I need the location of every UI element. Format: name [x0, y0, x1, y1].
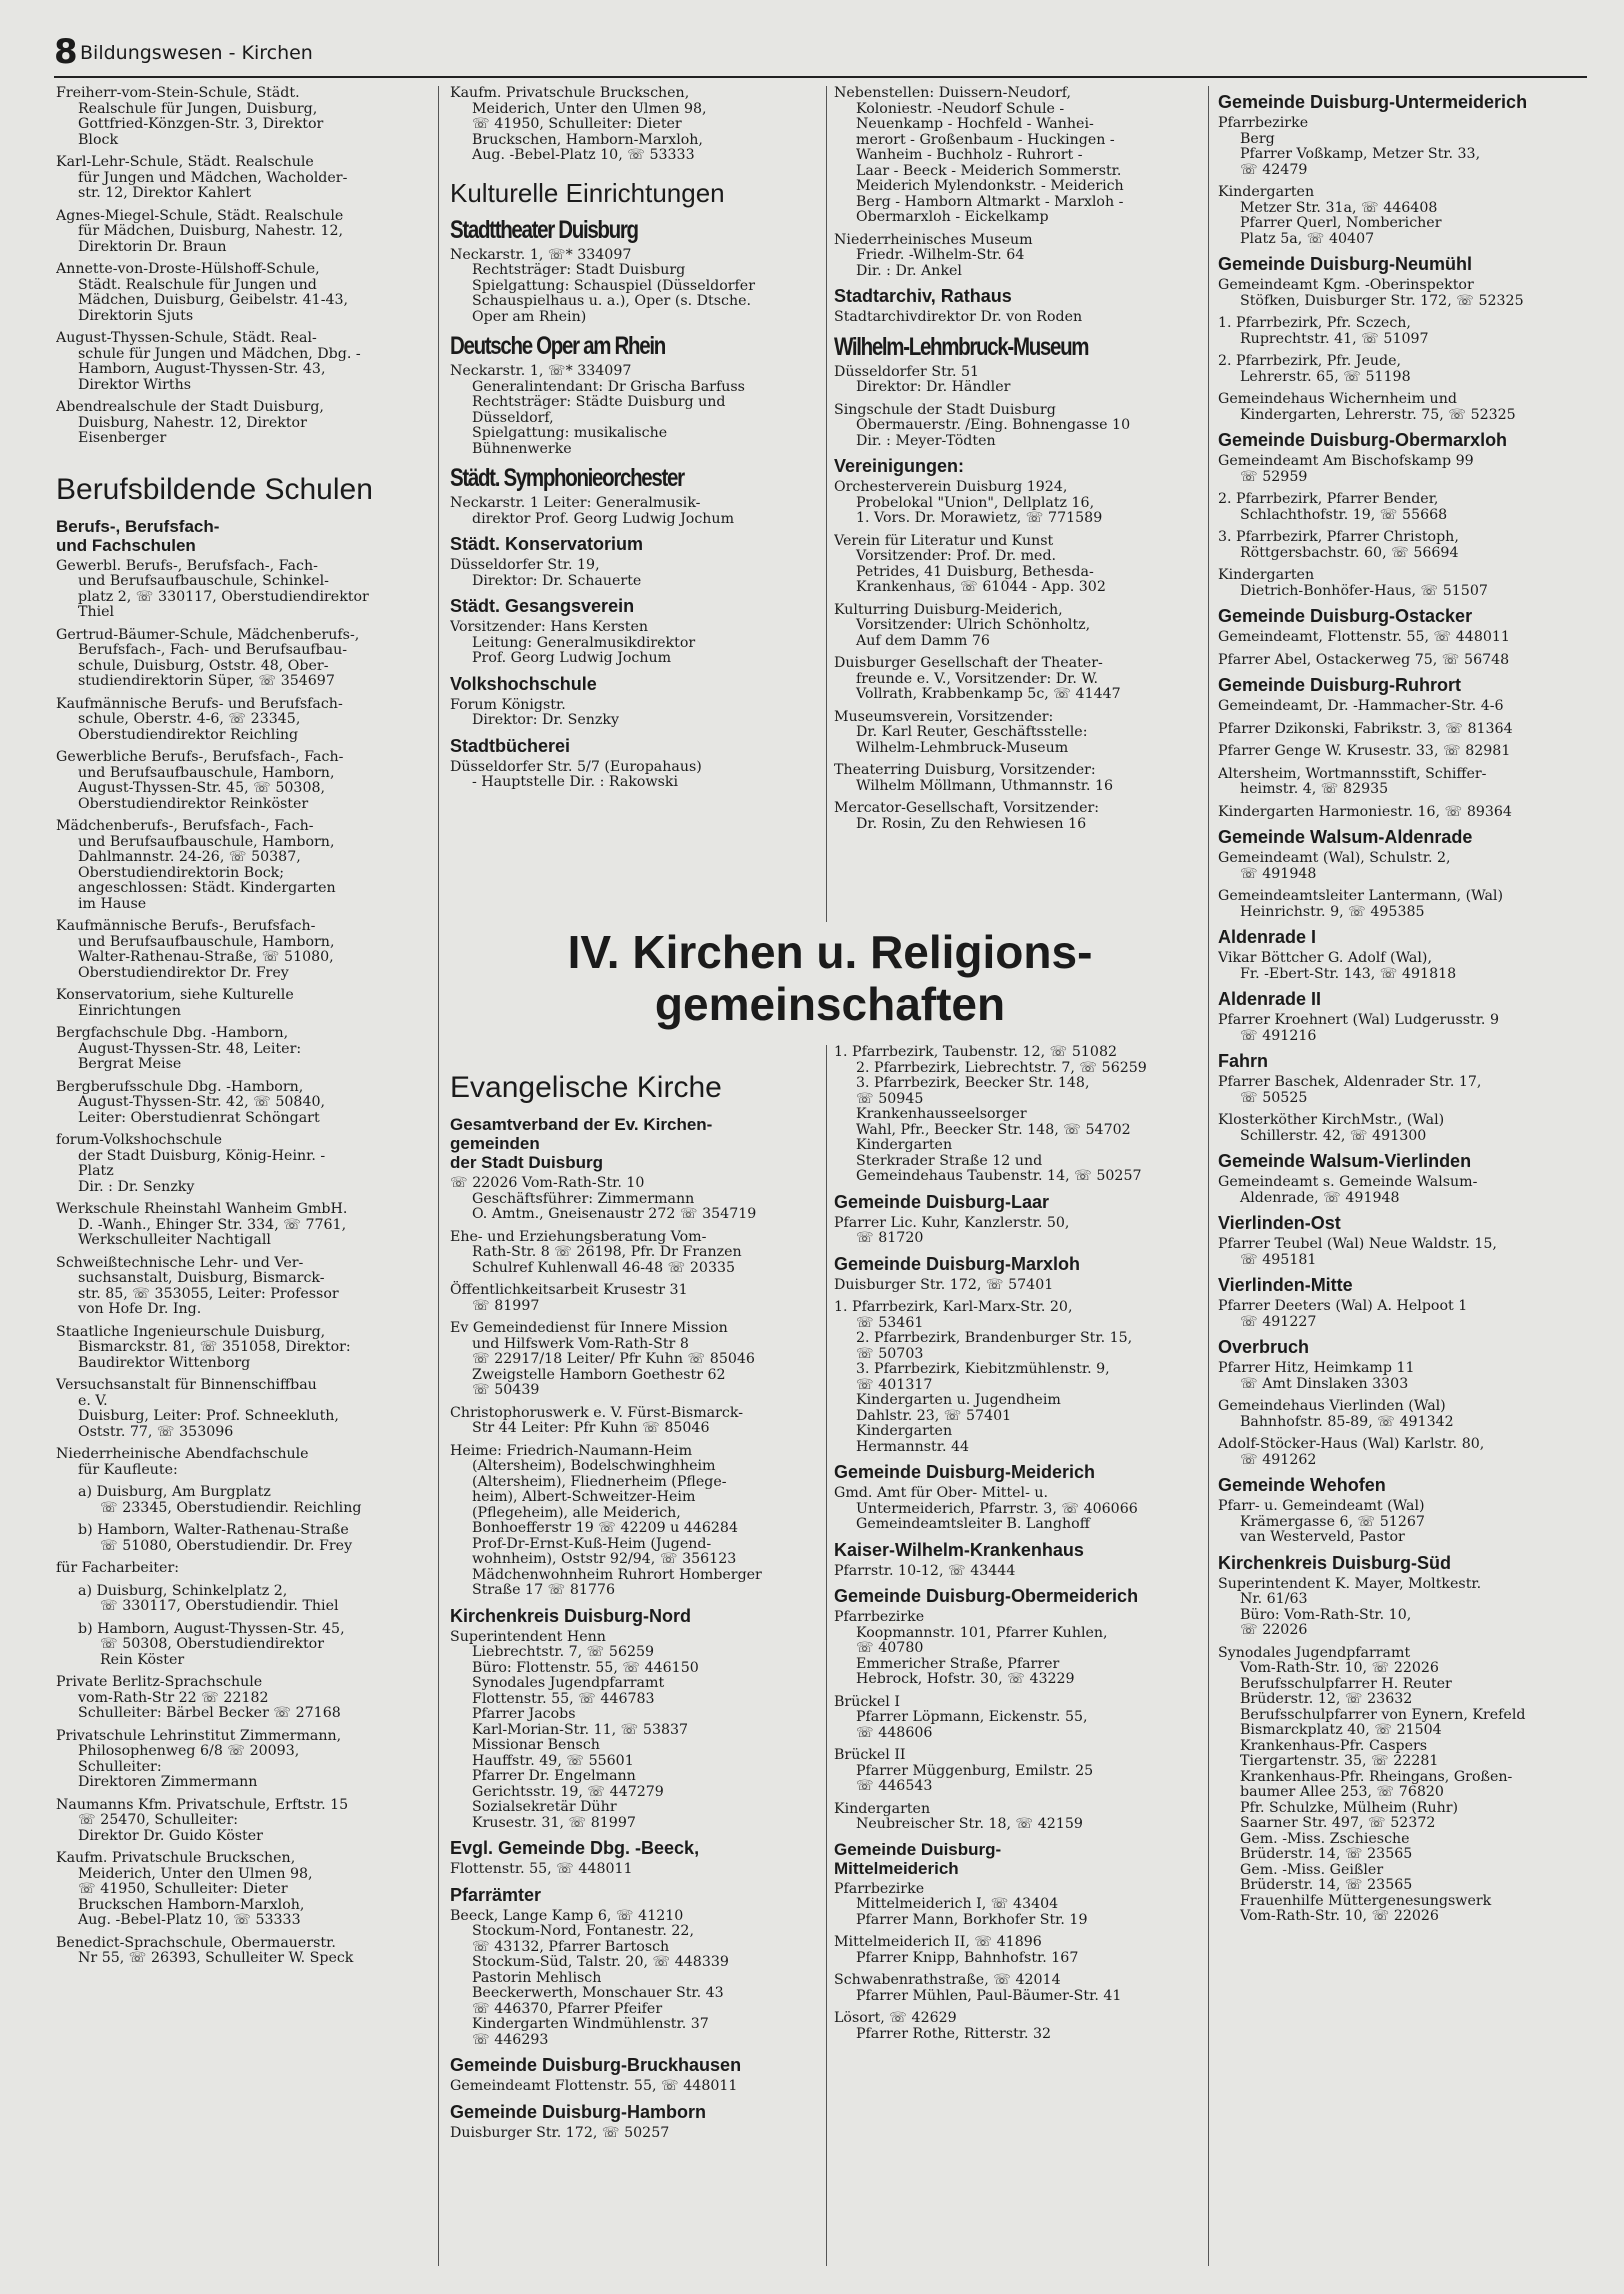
- directory-entry: Pfarrer Dzikonski, Fabrikstr. 3, ☏ 81364: [1218, 720, 1513, 737]
- directory-entry: Gewerbliche Berufs-, Berufsfach-, Fach- und Berufsaufbauschule, Hamborn, August-Thyssen-Str. 45, ☏ 50308, Oberstudiendirektor Reinköster: [56, 749, 344, 812]
- directory-entry: Düsseldorfer Str. 5/7 (Europahaus) - Hauptstelle Dir. : Rakowski: [450, 758, 702, 790]
- directory-entry: Kindergarten Metzer Str. 31a, ☏ 446408 Pfarrer Querl, Nombericher Platz 5a, ☏ 40407: [1218, 184, 1442, 247]
- directory-entry: Pfarrer Kroehnert (Wal) Ludgerusstr. 9 ☏ 491216: [1218, 1012, 1499, 1044]
- column-3-bottom: [834, 1045, 1204, 2266]
- directory-entry: Christophoruswerk e. V. Fürst-Bismarck- Str 44 Leiter: Pfr Kuhn ☏ 85046: [450, 1404, 743, 1436]
- directory-entry: Altersheim, Wortmannsstift, Schiffer- heimstr. 4, ☏ 82935: [1218, 765, 1487, 797]
- section-heading: Gemeinde Duisburg-Marxloh: [834, 1253, 1081, 1274]
- directory-entry: forum-Volkshochschule der Stadt Duisburg, König-Heinr. - Platz Dir. : Dr. Senzky: [56, 1132, 326, 1195]
- section-heading: Kirchenkreis Duisburg-Süd: [1218, 1552, 1452, 1573]
- directory-entry: Ehe- und Erziehungsberatung Vom- Rath-Str. 8 ☏ 26198, Pfr. Dr Franzen Schulref Kuhlenwall 46-48 ☏ 20335: [450, 1228, 742, 1276]
- directory-entry: Pfarrbezirke Berg Pfarrer Voßkamp, Metzer Str. 33, ☏ 42479: [1218, 115, 1481, 178]
- column-1: [56, 86, 424, 2266]
- directory-entry: Kindergarten Dietrich-Bonhöfer-Haus, ☏ 51507: [1218, 567, 1488, 599]
- directory-entry: Gemeindehaus Wichernheim und Kindergarten, Lehrerstr. 75, ☏ 52325: [1218, 391, 1516, 423]
- directory-entry: Pfarrbezirke Mittelmeiderich I, ☏ 43404 Pfarrer Mann, Borkhofer Str. 19: [834, 1880, 1088, 1928]
- directory-entry: Klosterköther KirchMstr., (Wal) Schillerstr. 42, ☏ 491300: [1218, 1112, 1445, 1144]
- column-3-top: [834, 86, 1204, 926]
- directory-entry: Ev Gemeindedienst für Innere Mission und Hilfswerk Vom-Rath-Str 8 ☏ 22917/18 Leiter/ Pfr Kuhn ☏ 85046 Zweigstelle Hamborn Goethestr 62 ☏ 50439: [450, 1320, 755, 1398]
- directory-entry: 1. Pfarrbezirk, Karl-Marx-Str. 20, ☏ 53461 2. Pfarrbezirk, Brandenburger Str. 15, ☏ 50703 3. Pfarrbezirk, Kiebitzmühlenstr. 9, ☏ 401317 Kindergarten u. Jugendheim Dahlstr. 23, ☏ 57401 Kindergarten Hermannstr. 44: [834, 1299, 1133, 1455]
- directory-entry: Gemeindeamt Flottenstr. 55, ☏ 448011: [450, 2078, 738, 2094]
- directory-entry: Bergfachschule Dbg. -Hamborn, August-Thyssen-Str. 48, Leiter: Bergrat Meise: [56, 1025, 302, 1072]
- directory-entry: August-Thyssen-Schule, Städt. Real- schule für Jungen und Mädchen, Dbg. - Hamborn, August-Thyssen-Str. 43, Direktor Wirths: [56, 330, 361, 393]
- institution-heading: Städt. Symphonieorchester: [450, 464, 684, 492]
- section-heading: Vierlinden-Ost: [1218, 1213, 1341, 1233]
- directory-entry: Gemeindeamt, Dr. -Hammacher-Str. 4-6: [1218, 698, 1504, 714]
- directory-entry: Neckarstr. 1 Leiter: Generalmusik- direktor Prof. Georg Ludwig Jochum: [450, 495, 735, 527]
- directory-entry: Gemeindeamt Kgm. -Oberinspektor Stöfken, Duisburger Str. 172, ☏ 52325: [1218, 277, 1524, 309]
- directory-entry: Gemeindeamt Am Bischofskamp 99 ☏ 52959: [1218, 453, 1474, 485]
- section-heading: Gemeinde Duisburg-Obermarxloh: [1218, 430, 1508, 450]
- section-heading: Aldenrade I: [1218, 927, 1317, 947]
- directory-entry: Vorsitzender: Hans Kersten Leitung: Generalmusikdirektor Prof. Georg Ludwig Jochum: [450, 619, 696, 666]
- directory-entry: Gmd. Amt für Ober- Mittel- u. Untermeiderich, Pfarrstr. 3, ☏ 406066 Gemeindeamtsleiter B. Langhoff: [834, 1485, 1138, 1532]
- section-heading: Volkshochschule: [450, 673, 597, 694]
- directory-entry: Mädchenberufs-, Berufsfach-, Fach- und Berufsaufbauschule, Hamborn, Dahlmannstr. 24-26, ☏ 50387, Oberstudiendirektorin Bock; angeschlossen: Städt. Kindergarten im Hause: [56, 818, 336, 912]
- directory-entry: Superintendent Henn Liebrechtstr. 7, ☏ 56259 Büro: Flottenstr. 55, ☏ 446150 Synodales Jugendpfarramt Flottenstr. 55, ☏ 446783 Pfarrer Jacobs Karl-Morian-Str. 11, ☏ 53837 Missionar Bensch Hauffstr. 49, ☏ 55601 Pfarrer Dr. Engelmann Gerichtsstr. 19, ☏ 447279 Sozialsekretär Dühr Krusestr. 31, ☏ 81997: [450, 1628, 699, 1831]
- section-heading: Kaiser-Wilhelm-Krankenhaus: [834, 1539, 1084, 1560]
- section-heading: Pfarrämter: [450, 1884, 542, 1905]
- section-heading: Gemeinde Wehofen: [1218, 1475, 1386, 1495]
- directory-subentry: a) Duisburg, Schinkelplatz 2, ☏ 330117, Oberstudiendir. Thiel: [78, 1582, 339, 1614]
- column-divider: [826, 86, 827, 922]
- major-heading: Berufsbildende Schulen: [56, 472, 373, 506]
- section-heading: Vereinigungen:: [834, 456, 965, 476]
- section-heading: Gemeinde Duisburg-Hamborn: [450, 2101, 707, 2122]
- directory-entry: Öffentlichkeitsarbeit Krusestr 31 ☏ 81997: [450, 1282, 688, 1314]
- directory-entry: Mercator-Gesellschaft, Vorsitzender: Dr. Rosin, Zu den Rehwiesen 16: [834, 800, 1100, 832]
- directory-entry: Versuchsanstalt für Binnenschiffbau e. V. Duisburg, Leiter: Prof. Schneekluth, Oststr. 77, ☏ 353096: [56, 1377, 339, 1440]
- section-heading: Gemeinde Duisburg-Ruhrort: [1218, 675, 1462, 695]
- column-divider: [1208, 86, 1209, 2266]
- column-2-top: [450, 86, 816, 926]
- section-heading: Gemeinde Duisburg-Untermeiderich: [1218, 92, 1528, 112]
- section-heading: Aldenrade II: [1218, 989, 1322, 1009]
- directory-entry: Pfarrer Lic. Kuhr, Kanzlerstr. 50, ☏ 81720: [834, 1214, 1070, 1246]
- directory-entry: Vikar Böttcher G. Adolf (Wal), Fr. -Ebert-Str. 143, ☏ 491818: [1218, 950, 1457, 982]
- directory-entry: Pfarrer Teubel (Wal) Neue Waldstr. 15, ☏ 495181: [1218, 1236, 1497, 1268]
- directory-entry: Pfarrer Abel, Ostackerweg 75, ☏ 56748: [1218, 651, 1510, 668]
- directory-entry: Pfarrer Hitz, Heimkamp 11 ☏ Amt Dinslaken 3303: [1218, 1360, 1415, 1392]
- page-number: 8: [54, 32, 78, 72]
- directory-entry: Verein für Literatur und Kunst Vorsitzender: Prof. Dr. med. Petrides, 41 Duisburg, Bethesda- Krankenhaus, ☏ 61044 - App. 302: [834, 532, 1106, 595]
- section-heading: Overbruch: [1218, 1337, 1310, 1357]
- directory-entry: Pfarrer Deeters (Wal) A. Helpoot 1 ☏ 491227: [1218, 1298, 1468, 1330]
- directory-subentry: a) Duisburg, Am Burgplatz ☏ 23345, Oberstudiendir. Reichling: [78, 1484, 362, 1516]
- running-title: Bildungswesen - Kirchen: [80, 42, 313, 64]
- directory-entry: Brückel II Pfarrer Müggenburg, Emilstr. 25 ☏ 446543: [834, 1747, 1094, 1794]
- section-heading: Stadtarchiv, Rathaus: [834, 286, 1012, 306]
- directory-entry: Freiherr-vom-Stein-Schule, Städt. Realschule für Jungen, Duisburg, Gottfried-Könzgen-Str. 3, Direktor Block: [56, 86, 324, 148]
- institution-heading: Stadttheater Duisburg: [450, 215, 638, 244]
- institution-heading: Deutsche Oper am Rhein: [450, 332, 665, 360]
- directory-entry: Agnes-Miegel-Schule, Städt. Realschule für Mädchen, Duisburg, Nahestr. 12, Direktorin Dr. Braun: [56, 207, 344, 255]
- directory-entry: Neckarstr. 1, ☏* 334097 Rechtsträger: Stadt Duisburg Spielgattung: Schauspiel (Düsseldorfer Schauspielhaus u. a.), Oper (s. Dtsche. Oper am Rhein): [450, 246, 755, 325]
- directory-entry: Neckarstr. 1, ☏* 334097 Generalintendant: Dr Grischa Barfuss Rechtsträger: Städte Duisburg und Düsseldorf, Spielgattung: musikalische Bühnenwerke: [450, 363, 745, 457]
- directory-entry: Abendrealschule der Stadt Duisburg, Duisburg, Nahestr. 12, Direktor Eisenberger: [56, 399, 324, 446]
- directory-entry: Naumanns Kfm. Privatschule, Erftstr. 15 ☏ 25470, Schulleiter: Direktor Dr. Guido Köster: [56, 1796, 349, 1844]
- directory-entry: Flottenstr. 55, ☏ 448011: [450, 1861, 633, 1877]
- directory-entry: Staatliche Ingenieurschule Duisburg, Bismarckstr. 81, ☏ 351058, Direktor: Baudirektor Wittenborg: [56, 1323, 351, 1371]
- major-heading: Kulturelle Einrichtungen: [450, 177, 725, 208]
- directory-entry: Museumsverein, Vorsitzender: Dr. Karl Reuter, Geschäftsstelle: Wilhelm-Lehmbruck-Museum: [834, 708, 1088, 756]
- section-heading: Evgl. Gemeinde Dbg. -Beeck,: [450, 1838, 700, 1858]
- directory-entry: Annette-von-Droste-Hülshoff-Schule, Städt. Realschule für Jungen und Mädchen, Duisburg, Geibelstr. 41-43, Direktorin Sjuts: [56, 261, 349, 324]
- directory-entry: Kindergarten Neubreischer Str. 18, ☏ 42159: [834, 1800, 1083, 1832]
- header-rule: [54, 76, 1587, 78]
- directory-entry: Adolf-Stöcker-Haus (Wal) Karlstr. 80, ☏ 491262: [1218, 1436, 1485, 1468]
- chapter-heading: IV. Kirchen u. Religions- gemeinschaften: [567, 926, 1093, 1030]
- directory-entry: Karl-Lehr-Schule, Städt. Realschule für Jungen und Mädchen, Wacholder- str. 12, Direktor Kahlert: [56, 154, 348, 201]
- column-4: [1218, 86, 1590, 2266]
- section-heading: Gemeinde Duisburg-Obermeiderich: [834, 1586, 1139, 1606]
- major-heading: Evangelische Kirche: [450, 1071, 722, 1104]
- directory-entry: Konservatorium, siehe Kulturelle Einrichtungen: [56, 987, 294, 1019]
- directory-entry: Privatschule Lehrinstitut Zimmermann, Philosophenweg 6/8 ☏ 20093, Schulleiter: Direktoren Zimmermann: [56, 1727, 342, 1790]
- section-heading: Gesamtverband der Ev. Kirchen- gemeinden der Stadt Duisburg: [450, 1115, 713, 1172]
- directory-entry: Synodales Jugendpfarramt Vom-Rath-Str. 10, ☏ 22026 Berufsschulpfarrer H. Reuter Brüderstr. 12, ☏ 23632 Berufsschulpfarrer von Eynern, Krefeld Bismarckplatz 40, ☏ 21504 Krankenhaus-Pfr. Caspers Tiergartenstr. 35, ☏ 22281 Krankenhaus-Pfr. Rheingans, Großen- baumer Allee 253, ☏ 76820 Pfr. Schulzke, Mülheim (Ruhr) Saarner Str. 497, ☏ 52372 Gem. -Miss. Zschiesche Brüderstr. 14, ☏ 23565 Gem. -Miss. Geißler Brüderstr. 14, ☏ 23565 Frauenhilfe Müttergenesungswerk Vom-Rath-Str. 10, ☏ 22026: [1218, 1644, 1526, 1924]
- directory-entry: Mittelmeiderich II, ☏ 41896 Pfarrer Knipp, Bahnhofstr. 167: [834, 1934, 1079, 1966]
- section-heading: Gemeinde Duisburg- Mittelmeiderich: [834, 1839, 1002, 1878]
- directory-entry: Gemeindehaus Vierlinden (Wal) Bahnhofstr. 85-89, ☏ 491342: [1218, 1398, 1454, 1430]
- directory-entry: Bergberufsschule Dbg. -Hamborn, August-Thyssen-Str. 42, ☏ 50840, Leiter: Oberstudienrat Schöngart: [56, 1078, 326, 1126]
- directory-entry: Superintendent K. Mayer, Moltkestr. Nr. 61/63 Büro: Vom-Rath-Str. 10, ☏ 22026: [1218, 1575, 1482, 1638]
- directory-entry: Gewerbl. Berufs-, Berufsfach-, Fach- und Berufsaufbauschule, Schinkel- platz 2, ☏ 330117, Oberstudiendirektor Thiel: [56, 557, 369, 620]
- directory-entry: Pfarrstr. 10-12, ☏ 43444: [834, 1562, 1016, 1579]
- directory-entry: Kulturring Duisburg-Meiderich, Vorsitzender: Ulrich Schönholtz, Auf dem Damm 76: [834, 601, 1091, 649]
- directory-entry: ☏ 22026 Vom-Rath-Str. 10 Geschäftsführer: Zimmermann O. Amtm., Gneisenaustr 272 ☏ 354719: [450, 1175, 757, 1222]
- directory-entry: Brückel I Pfarrer Löpmann, Eickenstr. 55, ☏ 448606: [834, 1693, 1088, 1741]
- directory-entry: Werkschule Rheinstahl Wanheim GmbH. D. -Wanh., Ehinger Str. 334, ☏ 7761, Werkschulleiter Nachtigall: [56, 1201, 348, 1248]
- directory-entry: für Facharbeiter:: [56, 1560, 180, 1576]
- directory-entry: Pfarrer Genge W. Krusestr. 33, ☏ 82981: [1218, 743, 1511, 759]
- directory-entry: Kaufm. Privatschule Bruckschen, Meiderich, Unter den Ulmen 98, ☏ 41950, Schulleiter: Dieter Bruckschen, Hamborn-Marxloh, Aug. -Bebel-Platz 10, ☏ 53333: [450, 86, 707, 163]
- directory-entry: Gemeindeamtsleiter Lantermann, (Wal) Heinrichstr. 9, ☏ 495385: [1218, 888, 1504, 920]
- directory-entry: Pfarr- u. Gemeindeamt (Wal) Krämergasse 6, ☏ 51267 van Westerveld, Pastor: [1218, 1498, 1425, 1545]
- directory-entry: Duisburger Gesellschaft der Theater- freunde e. V., Vorsitzender: Dr. W. Vollrath, Krabbenkamp 5c, ☏ 41447: [834, 655, 1121, 702]
- section-heading: Gemeinde Duisburg-Ostacker: [1218, 606, 1473, 626]
- directory-entry: Forum Königstr. Direktor: Dr. Senzky: [450, 696, 619, 728]
- directory-entry: Pfarrer Baschek, Aldenrader Str. 17, ☏ 50525: [1218, 1074, 1482, 1106]
- directory-entry: Kaufm. Privatschule Bruckschen, Meiderich, Unter den Ulmen 98, ☏ 41950, Schulleiter: Dieter Bruckschen Hamborn-Marxloh, Aug. -Bebel-Platz 10, ☏ 53333: [56, 1850, 313, 1928]
- directory-entry: Gemeindeamt (Wal), Schulstr. 2, ☏ 491948: [1218, 850, 1451, 882]
- directory-entry: Singschule der Stadt Duisburg Obermauerstr. /Eing. Bohnengasse 10 Dir. : Meyer-Tödten: [834, 401, 1131, 449]
- section-heading: Kirchenkreis Duisburg-Nord: [450, 1605, 692, 1626]
- directory-entry: Gemeindeamt, Flottenstr. 55, ☏ 448011: [1218, 629, 1510, 645]
- directory-entry: 2. Pfarrbezirk, Pfarrer Bender, Schlachthofstr. 19, ☏ 55668: [1218, 491, 1448, 523]
- directory-entry: Kindergarten Harmoniestr. 16, ☏ 89364: [1218, 803, 1512, 820]
- column-2-bottom: [450, 1045, 816, 2266]
- directory-entry: Düsseldorfer Str. 51 Direktor: Dr. Händler: [834, 363, 1011, 395]
- directory-entry: Private Berlitz-Sprachschule vom-Rath-Str 22 ☏ 22182 Schulleiter: Bärbel Becker ☏ 27168: [56, 1674, 341, 1721]
- directory-entry: Heime: Friedrich-Naumann-Heim (Altersheim), Bodelschwinghheim (Altersheim), Fliednerheim (Pflege- heim), Albert-Schweitzer-Heim (Pflegeheim), alle Meiderich, Bonhoefferstr 19 ☏ 42209 u 446284 Prof-Dr-Ernst-Kuß-Heim (Jugend- wohnheim), Oststr 92/94, ☏ 356123 Mädchenwohnheim Ruhrort Homberger Straße 17 ☏ 81776: [450, 1442, 762, 1598]
- directory-entry: 3. Pfarrbezirk, Pfarrer Christoph, Röttgersbachstr. 60, ☏ 56694: [1218, 529, 1459, 561]
- directory-entry: Stadtarchivdirektor Dr. von Roden: [834, 309, 1083, 325]
- directory-entry: 1. Pfarrbezirk, Pfr. Sczech, Ruprechtstr. 41, ☏ 51097: [1218, 315, 1429, 347]
- directory-entry: Lösort, ☏ 42629 Pfarrer Rothe, Ritterstr. 32: [834, 2010, 1052, 2042]
- section-heading: Gemeinde Duisburg-Neumühl: [1218, 254, 1473, 274]
- section-heading: Städt. Konservatorium: [450, 534, 644, 554]
- column-divider: [438, 86, 439, 2266]
- directory-entry: Beeck, Lange Kamp 6, ☏ 41210 Stockum-Nord, Fontanestr. 22, ☏ 43132, Pfarrer Bartosch Stockum-Süd, Talstr. 20, ☏ 448339 Pastorin Mehlisch Beeckerwerth, Monschauer Str. 43 ☏ 446370, Pfarrer Pfeifer Kindergarten Windmühlenstr. 37 ☏ 446293: [450, 1907, 729, 2048]
- section-heading: Vierlinden-Mitte: [1218, 1275, 1353, 1295]
- section-heading: Städt. Gesangsverein: [450, 596, 635, 616]
- directory-entry: Niederrheinische Abendfachschule für Kaufleute:: [56, 1446, 309, 1478]
- directory-subentry: b) Hamborn, Walter-Rathenau-Straße ☏ 51080, Oberstudiendir. Dr. Frey: [78, 1522, 353, 1554]
- directory-entry: Kaufmännische Berufs- und Berufsfach- schule, Oberstr. 4-6, ☏ 23345, Oberstudiendirektor Reichling: [56, 695, 343, 743]
- section-heading: Stadtbücherei: [450, 735, 571, 756]
- page-header: [54, 32, 1574, 76]
- directory-entry: Duisburger Str. 172, ☏ 57401: [834, 1276, 1054, 1293]
- section-heading: Gemeinde Duisburg-Meiderich: [834, 1462, 1096, 1482]
- directory-entry: Gemeindeamt s. Gemeinde Walsum- Aldenrade, ☏ 491948: [1218, 1174, 1478, 1206]
- directory-entry: Benedict-Sprachschule, Obermauerstr. Nr 55, ☏ 26393, Schulleiter W. Speck: [56, 1934, 354, 1966]
- section-heading: Gemeinde Duisburg-Bruckhausen: [450, 2055, 742, 2075]
- directory-entry: Orchesterverein Duisburg 1924, Probelokal "Union", Dellplatz 16, 1. Vors. Dr. Morawietz, ☏ 771589: [834, 479, 1103, 526]
- section-heading: Gemeinde Walsum-Aldenrade: [1218, 827, 1473, 847]
- directory-entry: Schweißtechnische Lehr- und Ver- suchsanstalt, Duisburg, Bismarck- str. 85, ☏ 353055, Leiter: Professor von Hofe Dr. Ing.: [56, 1254, 339, 1317]
- section-heading: Berufs-, Berufsfach- und Fachschulen: [56, 516, 220, 555]
- directory-entry: 2. Pfarrbezirk, Pfr. Jeude, Lehrerstr. 65, ☏ 51198: [1218, 353, 1411, 385]
- section-heading: Gemeinde Walsum-Vierlinden: [1218, 1151, 1472, 1171]
- institution-heading: Wilhelm-Lehmbruck-Museum: [834, 332, 1089, 361]
- section-heading: Gemeinde Duisburg-Laar: [834, 1191, 1050, 1212]
- directory-entry: Duisburger Str. 172, ☏ 50257: [450, 2124, 670, 2141]
- column-divider: [826, 1045, 827, 2266]
- directory-subentry: b) Hamborn, August-Thyssen-Str. 45, ☏ 50308, Oberstudiendirektor Rein Köster: [78, 1620, 345, 1668]
- directory-entry: 1. Pfarrbezirk, Taubenstr. 12, ☏ 51082 2. Pfarrbezirk, Liebrechtstr. 7, ☏ 56259 3. Pfarrbezirk, Beecker Str. 148, ☏ 50945 Krankenhausseelsorger Wahl, Pfr., Beecker Str. 148, ☏ 54702 Kindergarten Sterkrader Straße 12 und Gemeindehaus Taubenstr. 14, ☏ 50257: [834, 1045, 1147, 1184]
- directory-entry: Düsseldorfer Str. 19, Direktor: Dr. Schauerte: [450, 557, 642, 589]
- directory-entry: Pfarrbezirke Koopmannstr. 101, Pfarrer Kuhlen, ☏ 40780 Emmericher Straße, Pfarrer Hebrock, Hofstr. 30, ☏ 43229: [834, 1609, 1108, 1687]
- section-heading: Fahrn: [1218, 1051, 1269, 1071]
- directory-entry: Kaufmännische Berufs-, Berufsfach- und Berufsaufbauschule, Hamborn, Walter-Rathenau-Straße, ☏ 51080, Oberstudiendirektor Dr. Frey: [56, 918, 335, 981]
- directory-entry: Gertrud-Bäumer-Schule, Mädchenberufs-, Berufsfach-, Fach- und Berufsaufbau- schule, Duisburg, Oststr. 48, Ober- studiendirektorin Süper, ☏ 354697: [56, 626, 360, 689]
- directory-entry: Nebenstellen: Duissern-Neudorf, Koloniestr. -Neudorf Schule - Neuenkamp - Hochfeld - Wanhei- merort - Großenbaum - Huckingen - Wanheim - Buchholz - Ruhrort - Laar - Beeck - Meiderich Sommerstr. Meiderich Mylendonkstr. - Meiderich Berg - Hamborn Altmarkt - Marxloh - Obermarxloh - Eickelkamp: [834, 86, 1124, 225]
- directory-entry: Theaterring Duisburg, Vorsitzender: Wilhelm Möllmann, Uthmannstr. 16: [834, 762, 1114, 794]
- directory-entry: Schwabenrathstraße, ☏ 42014 Pfarrer Mühlen, Paul-Bäumer-Str. 41: [834, 1972, 1122, 2004]
- directory-entry: Niederrheinisches Museum Friedr. -Wilhelm-Str. 64 Dir. : Dr. Ankel: [834, 231, 1033, 279]
